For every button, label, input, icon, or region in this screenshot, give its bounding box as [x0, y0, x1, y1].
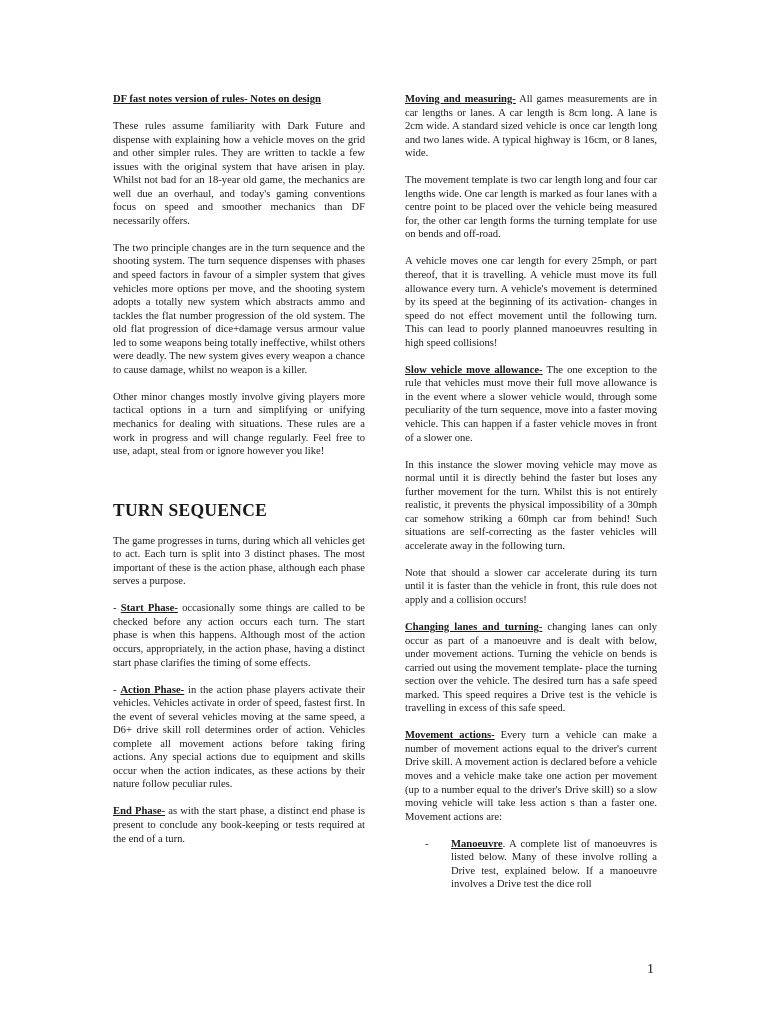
paragraph: Other minor changes mostly involve giving players more tactical options in a turn and simplifying or unifying mechanics for dealing with situations. These rules are a work in progress and will change regularly. Feel free to use, adapt, steal from or ignore however you like! — [113, 391, 365, 458]
moving-label: Moving and measuring- — [405, 94, 516, 105]
document-title: DF fast notes version of rules- Notes on design — [113, 94, 321, 105]
changing-lanes-label: Changing lanes and turning- — [405, 622, 543, 634]
moving-text: All games measurements are in car lengths or lanes. A car length is 8cm long. A lane is 2cm wide. A standard sized vehicle is once car length long and two lanes wide. A typical highway is 16cm, or 8 lanes, wide. — [405, 94, 657, 160]
paragraph: A vehicle moves one car length for every 25mph, or part thereof, that it is travelling. A vehicle must move its full allowance every turn. A vehicle's movement is determined by its speed at the beginning of its activation- changes in speed do not effect movement until the following turn. This can lead to poorly planned manoeuvres resulting in high speed collisions! — [405, 256, 657, 349]
list-item — [425, 838, 657, 892]
manoeuvre-label: Manoeuvre — [451, 838, 503, 850]
section-heading-turn-sequence: TURN SEQUENCE — [113, 499, 268, 520]
action-phase-text: in the action phase players activate their vehicles. Vehicles activate in order of speed, fastest first. In the event of several vehicles moving at the same speed, a D6+ drive skill roll determines order of action. Vehicles complete all movement actions before taking firing actions. Any special actions due to equipment and skills occur when the action indicates, as these actions by their nature follow peculiar rules. — [113, 684, 365, 791]
slow-vehicle-paragraph — [405, 364, 657, 445]
slow-vehicle-label: Slow vehicle move allowance- — [405, 364, 543, 376]
paragraph: The movement template is two car length long and four car lengths wide. One car length is marked as four lanes with a centre point to be placed over the vehicle being measured for, the other car length forms the turning template for use on bends and off-road. — [405, 175, 657, 241]
list-dash: - — [113, 603, 121, 615]
slow-vehicle-text: The one exception to the rule that vehicles must move their full move allowance is in the event where a slower vehicle would, through some peculiarity of the turn sequence, move into a faster moving vehicle. This can happen if a faster vehicle moves in front of a slower one. — [405, 364, 657, 444]
end-phase-label: End Phase- — [113, 806, 166, 818]
changing-lanes-paragraph — [405, 621, 657, 716]
action-phase-label: Action Phase- — [120, 684, 185, 696]
paragraph: In this instance the slower moving vehicle may move as normal until it is directly behind the faster but loses any further movement for the turn. Whilst this is not entirely realistic, it prevents the physical impossibility of a 30mph car somehow striking a 60mph car from behind! Such situations are self-correcting as the faster vehicles will accelerate away in the following turn. — [405, 459, 657, 552]
paragraph: The game progresses in turns, during which all vehicles get to act. Each turn is split into 3 distinct phases. The most important of these is the action phase, although each phase serves a purpose. — [113, 535, 365, 588]
list-dash: - — [425, 838, 429, 850]
end-phase-text: as with the start phase, a distinct end phase is present to conclude any book-keeping or tests required at the end of a turn. — [113, 806, 365, 845]
paragraph: These rules assume familiarity with Dark Future and dispense with explaining how a vehicle moves on the grid and other simpler rules. They are written to tackle a few issues with the original system that have arisen in play. Whilst not bad for an 18-year old game, the mechanics are well due an overhaul, and today's gaming conventions focus on speed and smoother mechanics than DF necessarily offers. — [113, 121, 365, 227]
end-phase-paragraph — [113, 805, 365, 846]
action-phase-paragraph — [113, 684, 365, 792]
movement-actions-text: Every turn a vehicle can make a number of movement actions equal to the driver's current Drive skill. A movement action is declared before a vehicle moves and a vehicle make take one action per movement (up to a number equal to the driver's Drive skill) so a slow moving vehicle will take less action s than a faster one. Movement actions are: — [405, 730, 657, 823]
moving-paragraph — [405, 93, 657, 161]
paragraph: The two principle changes are in the turn sequence and the shooting system. The turn sequence dispenses with phases and speed factors in favour of a simpler system that gives vehicles more options per move, and the shooting system adopts a totally new system which abstracts ammo and tackles the flat number progression of the old system. The old flat progression of dice+damage versus armour value led to some weapons being totally ineffective, whilst others were deadly. The new system gives every weapon a chance to cause damage, whilst no weapon is a killer. — [113, 242, 365, 376]
start-phase-paragraph — [113, 602, 365, 670]
movement-actions-label: Movement actions- — [405, 730, 495, 742]
list-dash: - — [113, 684, 121, 696]
start-phase-text: occasionally some things are called to be checked before any action occurs each turn. The start phase is when this happens. Although most of the action occurs, appropriately, in the action phase, having a distinct start phase clarifies the timing of some effects. — [113, 603, 365, 669]
changing-lanes-text: changing lanes can only occur as part of a manoeuvre and is dealt with below, under movement actions. Turning the vehicle on bends is carried out using the movement template- place the turning section over the vehicle. The desired turn has a safe speed marked. This speed requires a Drive test is the vehicle is travelling in excess of this safe speed. — [405, 622, 657, 715]
manoeuvre-text: . A complete list of manoeuvres is listed below. Many of these involve rolling a Drive test, explained below. If a manoeuvre involves a Drive test the dice roll — [451, 838, 657, 891]
page-number: 1 — [647, 962, 654, 977]
start-phase-label: Start Phase- — [120, 603, 178, 615]
right-column — [405, 93, 657, 892]
left-column — [113, 93, 365, 860]
paragraph: Note that should a slower car accelerate during its turn until it is faster than the vehicle in front, this rule does not apply and a collision occurs! — [405, 567, 657, 606]
manoeuvre-item — [451, 838, 657, 892]
movement-actions-paragraph — [405, 729, 657, 824]
